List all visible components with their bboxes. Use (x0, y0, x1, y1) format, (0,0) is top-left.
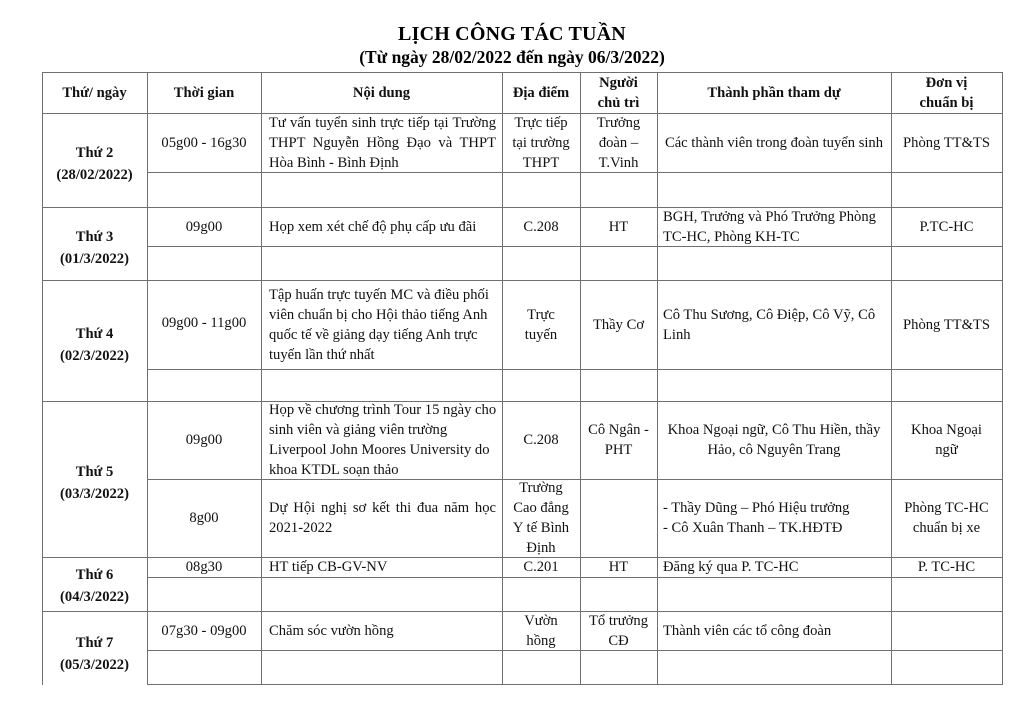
participants-cell: Thành viên các tổ công đoàn (663, 622, 832, 639)
prepared-by-cell (891, 611, 1002, 650)
content-cell: Họp xem xét chế độ phụ cấp ưu đãi (269, 218, 477, 235)
prepared-by-cell: P. TC-HC (917, 559, 976, 575)
column-header-day: Thứ/ ngày (62, 84, 127, 101)
column-header-prepared-by: Đơn vị chuẩn bị (919, 74, 974, 111)
time-cell: 09g00 (185, 432, 223, 448)
column-header-participants: Thành phần tham dự (707, 84, 841, 101)
participant-line: - Thầy Dũng – Phó Hiệu trưởng (663, 500, 850, 516)
participants-cell: Các thành viên trong đoàn tuyển sinh (664, 134, 884, 151)
day-cell (42, 113, 147, 207)
host-cell: Trưởng đoàn – T.Vinh (596, 114, 641, 171)
row-divider (147, 369, 1003, 370)
day-cell (42, 207, 147, 280)
content-cell: Tư vấn tuyển sinh trực tiếp tại Trường THPT Nguyễn Hồng Đạo và THPT Hòa Bình - Bình Định (269, 114, 496, 171)
day-cell (42, 401, 147, 557)
row-divider (147, 577, 1003, 578)
location-cell: C.208 (523, 218, 559, 235)
day-cell (42, 611, 147, 684)
day-date: (04/3/2022) (60, 589, 129, 605)
participants-cell: BGH, Trưởng và Phó Trưởng Phòng TC-HC, Phòng KH-TC (663, 208, 876, 245)
host-cell: Cô Ngân - PHT (588, 422, 649, 458)
row-divider (147, 650, 1003, 651)
time-cell: 8g00 (189, 510, 219, 526)
day-name: Thứ 4 (75, 325, 114, 342)
column-header-location: Địa điểm (512, 84, 570, 101)
prepared-by-cell: Khoa Ngoại ngữ (911, 422, 982, 458)
prepared-by-cell: Phòng TT&TS (903, 316, 990, 333)
column-header-host: Người chủ trì (597, 74, 640, 111)
day-name: Thứ 6 (75, 567, 114, 583)
time-cell: 08g30 (185, 559, 223, 575)
participant-line: - Cô Xuân Thanh – TK.HĐTĐ (663, 520, 843, 536)
content-cell: Dự Hội nghị sơ kết thi đua năm học 2021-2022 (269, 500, 496, 536)
host-cell: HT (608, 218, 629, 235)
document-subtitle: (Từ ngày 28/02/2022 đến ngày 06/3/2022) (359, 47, 665, 67)
time-cell: 09g00 - 11g00 (161, 315, 247, 331)
day-date: (02/3/2022) (60, 347, 129, 364)
day-name: Thứ 5 (75, 464, 114, 480)
location-cell: Trực tuyến (524, 306, 558, 343)
location-cell: C.201 (523, 559, 559, 575)
prepared-by-cell: Phòng TC-HC chuẩn bị xe (904, 500, 989, 536)
day-date: (05/3/2022) (60, 656, 129, 673)
column-header-content: Nội dung (352, 84, 411, 101)
participants-cell: Khoa Ngoại ngữ, Cô Thu Hiền, thầy Hảo, cô Nguyên Trang (667, 422, 881, 458)
day-date: (03/3/2022) (60, 486, 129, 502)
prepared-by-cell: Phòng TT&TS (903, 134, 990, 151)
day-name: Thứ 3 (75, 228, 114, 245)
document-title: LỊCH CÔNG TÁC TUẦN (398, 23, 626, 45)
time-cell: 09g00 (185, 218, 223, 235)
host-cell: Tổ trưởng CĐ (589, 612, 648, 649)
host-cell: HT (608, 559, 629, 575)
table-border-bottom (147, 684, 1003, 685)
participants-cell: Cô Thu Sương, Cô Điệp, Cô Vỹ, Cô Linh (663, 306, 876, 343)
time-cell: 05g00 - 16g30 (161, 135, 247, 151)
location-cell: C.208 (523, 432, 559, 448)
host-cell (580, 479, 657, 557)
column-header-time: Thời gian (173, 84, 235, 101)
day-name: Thứ 2 (75, 145, 114, 161)
day-cell (42, 280, 147, 401)
participants-cell (657, 479, 891, 557)
table-border-right (1002, 72, 1003, 685)
location-cell: Trực tiếp tại trường THPT (512, 114, 570, 171)
content-cell: HT tiếp CB-GV-NV (269, 559, 388, 575)
prepared-by-cell: P.TC-HC (919, 218, 974, 235)
day-date: (28/02/2022) (56, 167, 133, 183)
day-name: Thứ 7 (75, 634, 114, 651)
location-cell: Trường Cao đẳng Y tế Bình Định (512, 480, 570, 556)
content-cell: Tập huấn trực tuyến MC và điều phối viên chuẩn bị cho Hội thảo tiếng Anh quốc tế về giảng dạy tiếng Anh trực tuyến lần thứ nhất (269, 286, 489, 363)
day-date: (01/3/2022) (60, 250, 129, 267)
time-cell: 07g30 - 09g00 (161, 622, 247, 639)
content-cell: Chăm sóc vườn hồng (269, 622, 394, 639)
content-cell: Họp về chương trình Tour 15 ngày cho sinh viên và giảng viên trường Liverpool John Moores University do khoa KTDL soạn thảo (269, 402, 497, 478)
participants-cell: Đăng ký qua P. TC-HC (663, 559, 799, 575)
location-cell: Vườn hồng (524, 612, 558, 649)
day-cell (42, 557, 147, 611)
host-cell: Thầy Cơ (592, 316, 645, 333)
